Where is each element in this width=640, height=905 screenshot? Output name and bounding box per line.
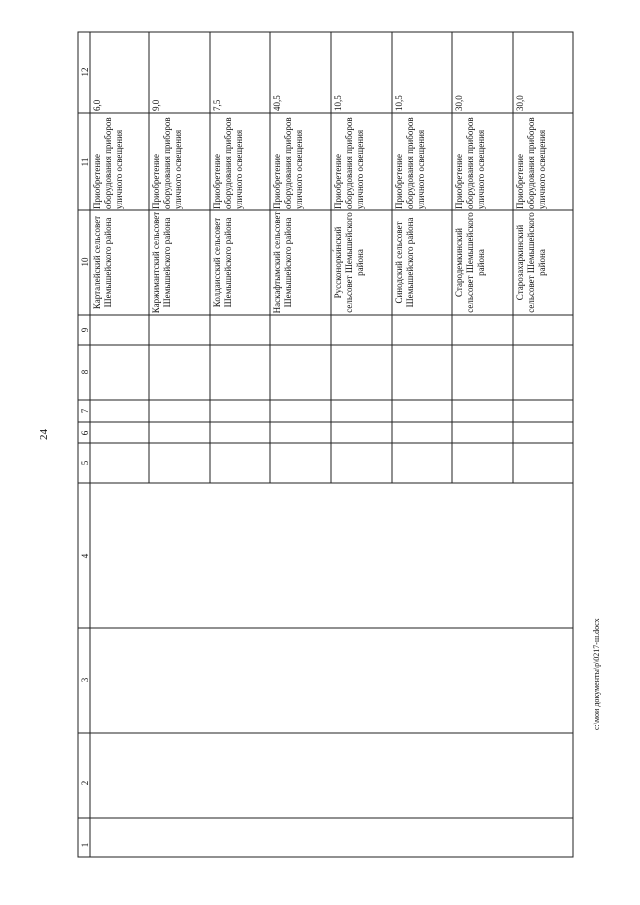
cell-municipality: Синодский сельсовет Шемышейского района	[394, 217, 415, 308]
cell-amount: 7,5	[212, 99, 222, 111]
cell-amount: 30,0	[515, 95, 525, 111]
column-header-8: 8	[80, 369, 90, 375]
cell-amount: 9,0	[151, 99, 161, 111]
column-header-12: 12	[80, 67, 90, 77]
column-header-11: 11	[80, 157, 90, 167]
column-header-6: 6	[80, 430, 90, 436]
column-header-4: 4	[80, 553, 90, 559]
cell-municipality: Наскафтымский сельсовет Шемышейского района	[272, 211, 293, 314]
cell-amount: 6,0	[92, 99, 102, 111]
cell-purpose: Приобретение оборудования приборов уличного освещения	[272, 117, 304, 209]
cell-amount: 10,5	[394, 95, 404, 111]
cell-amount: 30,0	[454, 95, 464, 111]
cell-amount: 10,5	[333, 95, 343, 111]
cell-purpose: Приобретение оборудования приборов уличного освещения	[454, 117, 486, 209]
column-header-10: 10	[80, 257, 90, 267]
column-header-9: 9	[80, 327, 90, 333]
cell-municipality: Стародемкинский сельсовет Шемышейского района	[454, 212, 486, 313]
cell-purpose: Приобретение оборудования приборов уличного освещения	[92, 117, 124, 209]
cell-purpose: Приобретение оборудования приборов уличного освещения	[212, 117, 244, 209]
cell-municipality: Колдаисский сельсовет Шемышейского района	[212, 217, 233, 308]
column-header-7: 7	[80, 408, 90, 414]
cell-amount: 40,5	[272, 95, 282, 111]
cell-purpose: Приобретение оборудования приборов уличного освещения	[515, 117, 547, 209]
cell-purpose: Приобретение оборудования приборов уличного освещения	[151, 117, 183, 209]
page-number: 24	[38, 429, 50, 440]
cell-municipality: Каржимантский сельсовет Шемышейского района	[151, 211, 172, 314]
column-header-1: 1	[80, 842, 90, 848]
column-header-3: 3	[80, 677, 90, 683]
cell-municipality: Карталейский сельсовет Шемышейского района	[92, 215, 113, 310]
cell-purpose: Приобретение оборудования приборов уличного освещения	[333, 117, 365, 209]
column-header-5: 5	[80, 460, 90, 466]
footer-path: c:\мои документы\р\0217-ш.docx	[592, 618, 601, 730]
column-header-2: 2	[80, 780, 90, 786]
cell-purpose: Приобретение оборудования приборов уличного освещения	[394, 117, 426, 209]
cell-municipality: Руссконорки́нский сельсовет Шемышейского района	[333, 212, 365, 313]
cell-municipality: Старозахаркинский сельсовет Шемышейского района	[515, 212, 547, 313]
